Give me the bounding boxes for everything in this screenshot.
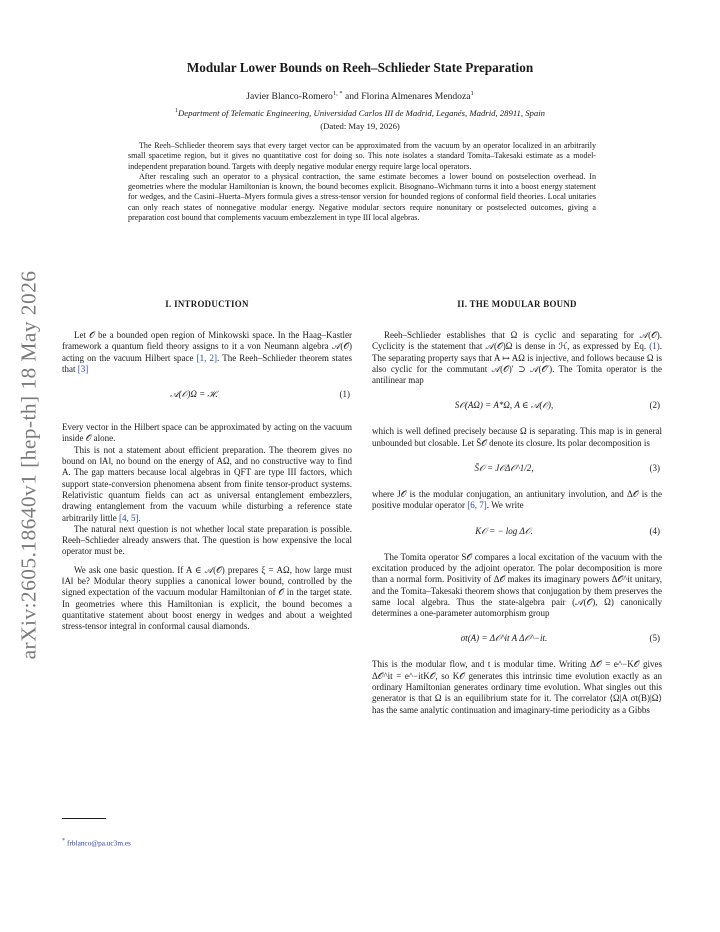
author-second: Florina Almenares Mendoza [361, 91, 471, 103]
intro-paragraph-3: This is not a statement about efficient preparation. The theorem gives no bound on ‖A‖, no bound on the energy of AΩ, and no constructive way to find A. The gap matters because local algebras in QFT are type III factors, which support state-conversion phenomena absent from finite tensor-product systems. Relativistic quantum fields can act as universal entanglement embezzlers, drawing entanglement from the vacuum while disturbing a reference state arbitrarily little [4, 5]. [62, 444, 352, 523]
citation-link[interactable]: [4, 5] [118, 512, 139, 523]
left-column [62, 299, 352, 633]
intro-paragraph-1: Let 𝒪 be a bounded open region of Minkowski space. In the Haag–Kastler framework a quantum field theory assigns to it a von Neumann algebra 𝒜(𝒪) acting on the vacuum Hilbert space [1, 2]. The Reeh–Schlieder theorem states that [3] [62, 330, 352, 374]
arxiv-identifier-stamp [14, 255, 44, 675]
modular-paragraph-1: Reeh–Schlieder establishes that Ω is cyclic and separating for 𝒜(𝒪). Cyclicity is the statement that 𝒜(𝒪)Ω is dense in ℋ, as expressed by Eq. (1). The separating property says that A ↦ AΩ is injective, and follows because Ω is also cyclic for the commutant 𝒜(𝒪)′ ⊃ 𝒜(𝒪′). The Tomita operator is the antilinear map [372, 330, 662, 386]
section-heading-introduction: I. INTRODUCTION [165, 299, 249, 309]
affiliation [60, 108, 660, 118]
footnote-mark: * [62, 838, 66, 844]
equation-3-body: S̄𝒪 = J𝒪Δ𝒪^1/2, [474, 463, 534, 474]
intro-paragraph-2: Every vector in the Hilbert space can be approximated by acting on the vacuum inside 𝒪 alone. [62, 422, 352, 444]
equation-4-body: K𝒪 = − log Δ𝒪. [475, 525, 533, 536]
modular-paragraph-2: which is well defined precisely because Ω is separating. This map is in general unbounded but closable. Let S̄𝒪 denote its closure. Its polar decomposition is [372, 426, 662, 448]
equation-5-body: σt(A) = Δ𝒪^it A Δ𝒪^−it. [460, 633, 548, 644]
intro-paragraph-5: We ask one basic question. If A ∈ 𝒜(𝒪) prepares ξ = AΩ, how large must ‖A‖ be? Modular theory supplies a canonical lower bound, controlled by the signed expectation of the vacuum modular Hamiltonian of 𝒪 in the target state. In geometries where this Hamiltonian is explicit, the bound becomes a quantitative statement about boost energy in wedges and about a weighted stress-tensor integral in conformal causal diamonds. [62, 564, 352, 632]
equation-3-number: (3) [649, 463, 660, 474]
equation-1 [62, 375, 352, 415]
abstract-paragraph-2: After rescaling such an operator to a physical contraction, the same estimate becomes a lower bound on postselection overhead. In geometries where the modular Hamiltonian is known, the bound becomes explicit. Bisognano–Wichmann turns it into a boost energy statement for wedges, and the Casini–Huerta–Myers formula gives a stress-tensor version for bounded regions of conformal field theories. Local unitaries can only reach states of nonnegative modular energy. Negative modular sectors require nonunitary or postselected outcomes, giving a preparation cost bound that complements vacuum embezzlement in type III local algebras. [128, 171, 596, 222]
modular-paragraph-4: The Tomita operator S𝒪 compares a local excitation of the vacuum with the excitation produced by the adjoint operator. The polar decomposition is more than a normal form. Positivity of Δ𝒪 makes its imaginary powers Δ𝒪^it unitary, and the Tomita–Takesaki theorem shows that conjugation by them preserves the same local algebra. Thus the state-algebra pair (𝒜(𝒪), Ω) canonically determines a one-parameter automorphism group [372, 551, 662, 619]
equation-5-number: (5) [649, 633, 660, 644]
intro-paragraph-4: The natural next question is not whether local state preparation is possible. Reeh–Schlieder already answers that. The question is how expensive the local operator must be. [62, 523, 352, 557]
author-second-marks: 1 [470, 90, 474, 97]
equation-4 [372, 512, 662, 552]
equation-2-body: S𝒪(AΩ) = A*Ω, A ∈ 𝒜(𝒪), [454, 400, 554, 411]
citation-link[interactable]: [6, 7] [467, 500, 487, 511]
abstract [128, 141, 596, 223]
author-line [60, 90, 660, 102]
modular-paragraph-5: This is the modular flow, and t is modular time. Writing Δ𝒪 = e^−K𝒪 gives Δ𝒪^it = e^−itK𝒪, so K𝒪 generates this intrinsic time evolution exactly as an ordinary Hamiltonian generates ordinary time evolution. What singles out this generator is that Ω is an equilibrium state for it. The correlator ⟨Ω|A σt(B)|Ω⟩ has the same analytic continuation and imaginary-time periodicity as a Gibbs [372, 659, 662, 715]
dated-line: (Dated: May 19, 2026) [320, 121, 400, 131]
author-first: Javier Blanco-Romero [246, 91, 333, 103]
paper-title: Modular Lower Bounds on Reeh–Schlieder State Preparation [186, 60, 534, 75]
affiliation-mark: 1 [174, 108, 178, 115]
author-first-marks: 1, * [332, 90, 343, 97]
author-email-link[interactable]: frblanco@pa.uc3m.es [67, 838, 131, 848]
affiliation-text: Department of Telematic Engineering, Universidad Carlos III de Madrid, Leganés, Madrid, 28911, Spain [177, 108, 545, 118]
equation-1-body: 𝒜(𝒪)Ω = ℋ. [170, 389, 218, 400]
equation-3 [372, 449, 662, 489]
equation-4-number: (4) [649, 525, 660, 536]
abstract-paragraph-1: The Reeh–Schlieder theorem says that every target vector can be approximated from the vacuum by an operator localized in an arbitrarily small spacetime region, but it gives no quantitative cost for doing so. This note isolates a standard Tomita–Takesaki estimate as a model-independent preparation bound. Targets with deeply negative modular energy require large local operators. [128, 141, 596, 171]
equation-2 [372, 386, 662, 426]
right-column [372, 299, 662, 716]
section-heading-modular-bound: II. THE MODULAR BOUND [457, 299, 577, 309]
footnote [62, 838, 131, 847]
modular-paragraph-3: where J𝒪 is the modular conjugation, an antiunitary involution, and Δ𝒪 is the positive modular operator [6, 7]. We write [372, 489, 662, 511]
arxiv-stamp-text[interactable]: arXiv:2605.18640v1 [hep-th] 18 May 2026 [16, 270, 41, 660]
equation-5 [372, 619, 662, 659]
equation-1-number: (1) [339, 389, 350, 400]
author-joiner: and [345, 91, 359, 103]
citation-link[interactable]: [1, 2] [196, 352, 217, 363]
footnote-rule [62, 818, 106, 819]
citation-link[interactable]: [3] [77, 363, 89, 374]
equation-reference-link[interactable]: (1) [649, 341, 660, 352]
equation-2-number: (2) [649, 400, 660, 411]
